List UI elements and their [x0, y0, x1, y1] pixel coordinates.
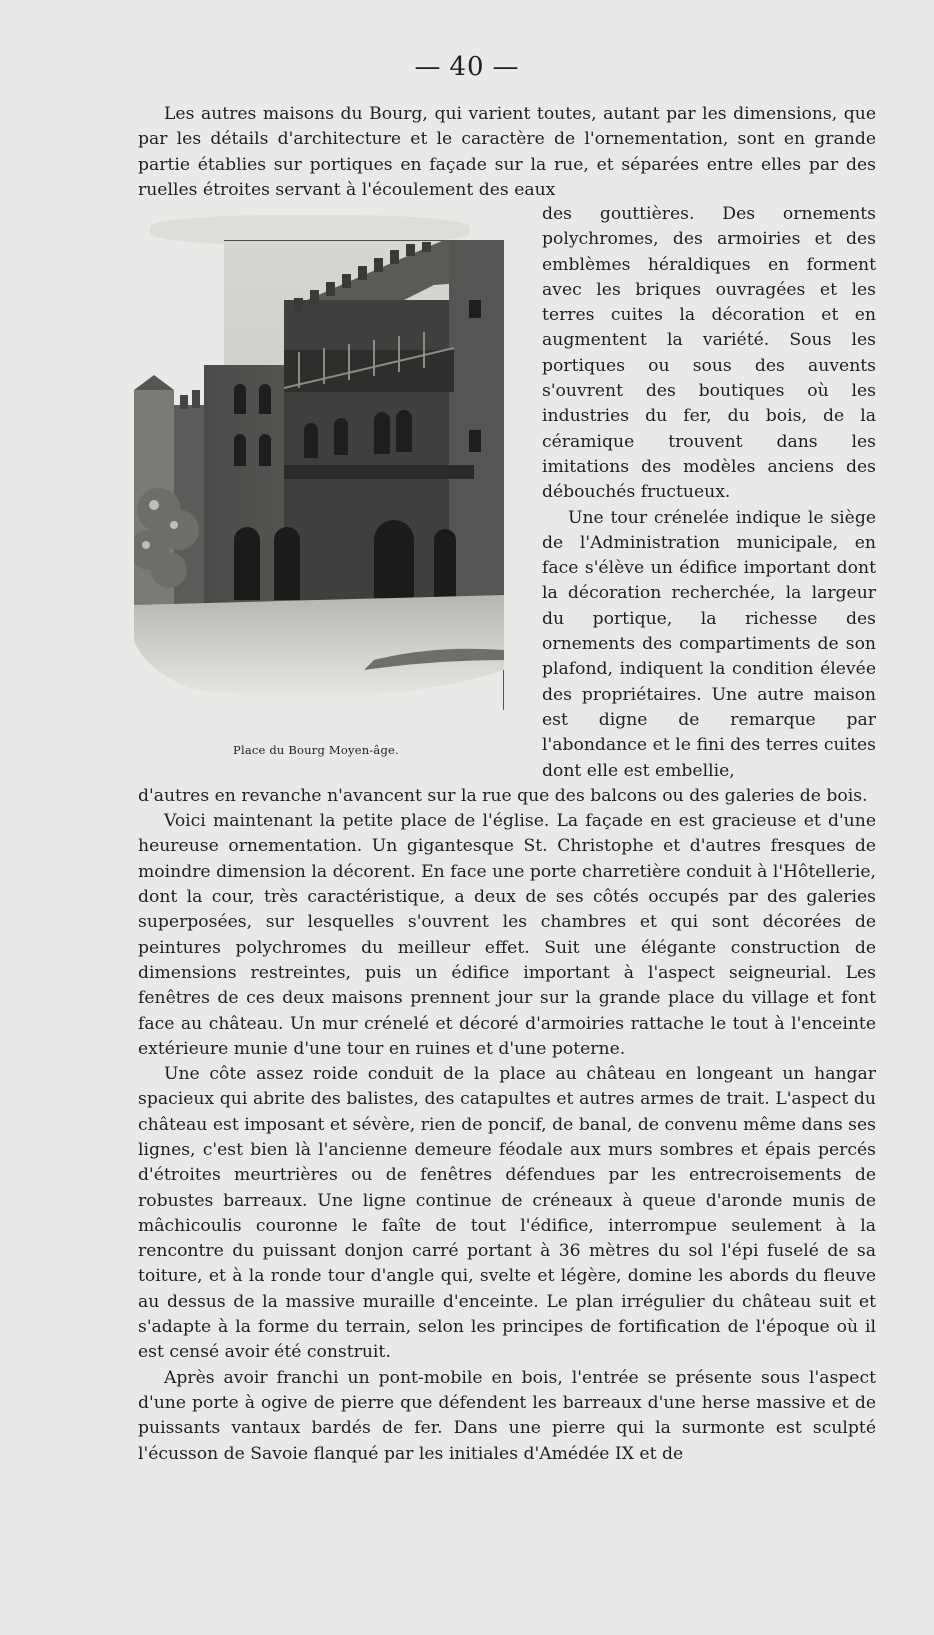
paragraph-4: Une côte assez roide conduit de la place au château en longeant un hangar spacieux qui abrite des balistes, des catapultes et autres armes de trait. L'aspect du château est imposant et sévère, rien de poncif, de banal, de convenu même dans ses lignes, c'est bien là l'ancienne demeure féodale aux murs sombres et épais percés d'étroites meurtrières ou de fenêtres défendues par les entrecroisements de robustes barreaux. Une ligne continue de créneaux à queue d'aronde munis de mâchicoulis couronne le faîte de tout l'édifice, interrompue seulement à la rencontre du puissant donjon carré portant à 36 mètres du sol l'épi fuselé de sa toiture, et à la ronde tour d'angle qui, svelte et légère, domine les abords du fleuve au dessus de la massive muraille d'enceinte. Le plan irrégulier du château suit et s'adapte à la forme du terrain, selon les principes de fortification de l'époque où il est censé avoir été construit.: [138, 1064, 876, 1363]
page-dash-right: —: [492, 52, 520, 82]
figure-caption: Place du Bourg Moyen-âge.: [233, 743, 399, 757]
paragraph-5: Après avoir franchi un pont-mobile en bois, l'entrée se présente sous l'aspect d'une porte à ogive de pierre que défendent les barreaux d'une herse massive et de puissants vantaux bardés de fer. Dans une pierre qui la surmonte est sculpté l'écusson de Savoie flanqué par les initiales d'Amédée IX et de: [138, 1367, 876, 1464]
page-dash-left: —: [414, 52, 442, 82]
paragraph-3: Voici maintenant la petite place de l'église. La façade en est gracieuse et d'une heureuse ornementation. Un gigantesque St. Christophe et d'autres fresques de moindre dimension la décorent. En face une porte charretière conduit à l'Hôtellerie, dont la cour, très caractéristique, a deux de ses côtés occupés par des galeries superposées, sur lesquelles s'ouvrent les chambres et qui sont décorées de peintures polychromes du meilleur effet. Suit une élégante construction de dimensions restreintes, puis un édifice important à l'aspect seigneurial. Les fenêtres de ces deux maisons prennent jour sur la grande place du village et font face au château. Un mur crénelé et décoré d'armoiries rattache le tout à l'enceinte extérieure munie d'une tour en ruines et d'une poterne.: [138, 811, 876, 1059]
figure: [138, 204, 528, 769]
place-du-bourg-photo: [134, 240, 504, 710]
paragraph-2-continued: d'autres en revanche n'avancent sur la rue que des balcons ou des galeries de bois.: [138, 785, 868, 806]
wrapped-block: [138, 202, 876, 1467]
page-number-value: 40: [449, 52, 485, 82]
intro-block: [138, 102, 876, 203]
page-number: [0, 52, 934, 82]
paragraph-1-continued: des gouttières. Des ornements polychromes, des armoiries et des emblèmes héraldiques en forment avec les briques ouvragées et les terres cuites la décoration et en augmentent la variété. Sous les portiques ou sous des auvents s'ouvrent des boutiques où les industries du fer, du bois, de la céramique trouvent dans les imitations des modèles anciens des débouchés fructueux.: [542, 204, 876, 503]
paragraph-1: Les autres maisons du Bourg, qui varient toutes, autant par les dimensions, que par les détails d'architecture et le caractère de l'ornementation, sont en grande partie établies sur portiques en façade sur la rue, et séparées entre elles par des ruelles étroites servant à l'écoulement des eaux: [138, 104, 876, 200]
paragraph-2: Une tour crénelée indique le siège de l'Administration municipale, en face s'élève un édifice important dont la décoration recherchée, la largeur du portique, la richesse des ornements des compartiments de son plafond, indiquent la condition élevée des propriétaires. Une autre maison est digne de remarque par l'abondance et le fini des terres cuites dont elle est embellie,: [542, 507, 876, 781]
